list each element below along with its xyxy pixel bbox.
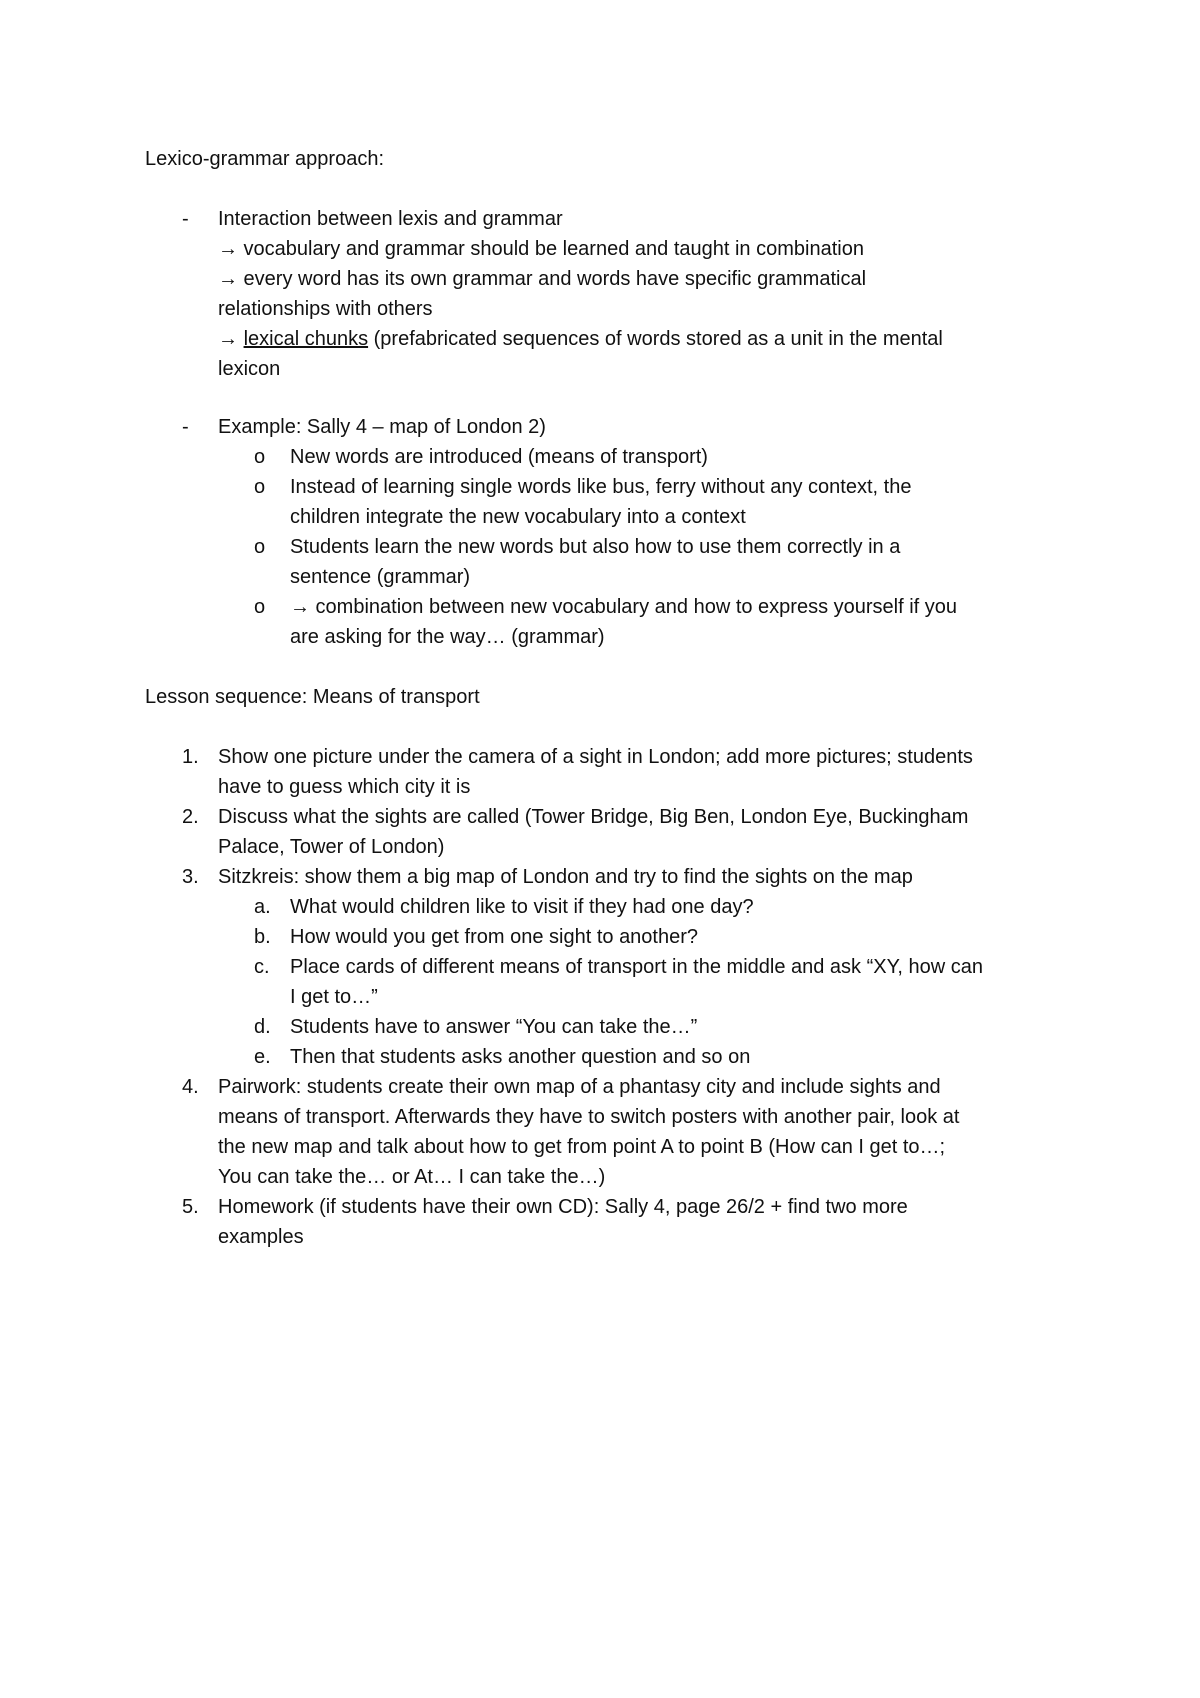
numbered-line xyxy=(0,1132,1200,1162)
numbered-item xyxy=(0,1072,1200,1102)
sub-bullet-text: → combination between new vocabulary and how to express yourself if you xyxy=(290,596,958,618)
bullet-text: Interaction between lexis and grammar xyxy=(218,208,563,230)
bullet-line xyxy=(0,354,1200,384)
numbered-text: Palace, Tower of London) xyxy=(218,836,445,858)
lettered-item xyxy=(0,892,1200,922)
sub-bullet-text: New words are introduced (means of transport) xyxy=(290,446,708,468)
sub-bullet-line xyxy=(0,562,1200,592)
section-heading-lexico-grammar: Lexico-grammar approach: xyxy=(145,148,384,170)
number-marker: 4. xyxy=(182,1076,199,1098)
number-marker: 5. xyxy=(182,1196,199,1218)
lettered-item xyxy=(0,1042,1200,1072)
numbered-line xyxy=(0,1102,1200,1132)
lettered-text: Place cards of different means of transport in the middle and ask “XY, how can xyxy=(290,956,983,978)
dash-marker: - xyxy=(182,208,189,230)
section-heading-lesson-sequence: Lesson sequence: Means of transport xyxy=(145,686,480,708)
lettered-item xyxy=(0,952,1200,982)
bullet-line xyxy=(0,264,1200,294)
sub-bullet-line xyxy=(0,502,1200,532)
underlined-term: lexical chunks xyxy=(243,328,369,350)
sub-bullet-text: Students learn the new words but also how to use them correctly in a xyxy=(290,536,901,558)
sub-bullet-item xyxy=(0,472,1200,502)
numbered-line xyxy=(0,1162,1200,1192)
numbered-line xyxy=(0,832,1200,862)
sub-bullet-text: are asking for the way… (grammar) xyxy=(290,626,605,648)
sub-bullet-text: children integrate the new vocabulary into a context xyxy=(290,506,746,528)
lettered-text: I get to…” xyxy=(290,986,378,1008)
number-marker: 1. xyxy=(182,746,199,768)
bullet-text-lexical-chunks xyxy=(218,324,943,354)
numbered-text: You can take the… or At… I can take the…) xyxy=(218,1166,606,1188)
letter-marker: a. xyxy=(254,896,271,918)
lettered-item xyxy=(0,922,1200,952)
numbered-item xyxy=(0,742,1200,772)
letter-marker: b. xyxy=(254,926,271,948)
lettered-text: Students have to answer “You can take the…” xyxy=(290,1016,698,1038)
numbered-text: the new map and talk about how to get from point A to point B (How can I get to…; xyxy=(218,1136,946,1158)
letter-marker: c. xyxy=(254,956,270,978)
bullet-text: Example: Sally 4 – map of London 2) xyxy=(218,416,546,438)
bullet-text: lexicon xyxy=(218,358,281,380)
numbered-text: examples xyxy=(218,1226,304,1248)
bullet-line xyxy=(0,324,1200,354)
sub-bullet-item xyxy=(0,442,1200,472)
sub-bullet-item xyxy=(0,592,1200,622)
lettered-text: Then that students asks another question and so on xyxy=(290,1046,751,1068)
number-marker: 3. xyxy=(182,866,199,888)
numbered-text: Show one picture under the camera of a sight in London; add more pictures; students xyxy=(218,746,973,768)
numbered-line xyxy=(0,772,1200,802)
numbered-line xyxy=(0,1222,1200,1252)
numbered-text: Pairwork: students create their own map of a phantasy city and include sights and xyxy=(218,1076,941,1098)
numbered-text: Sitzkreis: show them a big map of London and try to find the sights on the map xyxy=(218,866,913,888)
sub-bullet-line xyxy=(0,622,1200,652)
lettered-line xyxy=(0,982,1200,1012)
dash-marker: - xyxy=(182,416,189,438)
circle-marker: o xyxy=(254,446,266,468)
numbered-text: have to guess which city it is xyxy=(218,776,471,798)
bullet-item xyxy=(0,204,1200,234)
arrow-glyph: → xyxy=(218,328,244,350)
letter-marker: e. xyxy=(254,1046,271,1068)
bullet-text: (prefabricated sequences of words stored as a unit in the mental xyxy=(368,328,943,350)
numbered-text: Homework (if students have their own CD): Sally 4, page 26/2 + find two more xyxy=(218,1196,908,1218)
sub-bullet-item xyxy=(0,532,1200,562)
bullet-text: → vocabulary and grammar should be learned and taught in combination xyxy=(218,238,864,260)
circle-marker: o xyxy=(254,476,266,498)
bullet-text: relationships with others xyxy=(218,298,433,320)
sub-bullet-text: Instead of learning single words like bus, ferry without any context, the xyxy=(290,476,912,498)
lettered-text: What would children like to visit if they had one day? xyxy=(290,896,754,918)
number-marker: 2. xyxy=(182,806,199,828)
lettered-text: How would you get from one sight to another? xyxy=(290,926,699,948)
bullet-line xyxy=(0,234,1200,264)
bullet-line xyxy=(0,294,1200,324)
letter-marker: d. xyxy=(254,1016,271,1038)
numbered-item xyxy=(0,802,1200,832)
bullet-item xyxy=(0,412,1200,442)
numbered-item xyxy=(0,1192,1200,1222)
numbered-text: Discuss what the sights are called (Tower Bridge, Big Ben, London Eye, Buckingham xyxy=(218,806,969,828)
circle-marker: o xyxy=(254,536,266,558)
lettered-item xyxy=(0,1012,1200,1042)
numbered-text: means of transport. Afterwards they have to switch posters with another pair, look at xyxy=(218,1106,960,1128)
numbered-item xyxy=(0,862,1200,892)
bullet-text: → every word has its own grammar and words have specific grammatical xyxy=(218,268,867,290)
circle-marker: o xyxy=(254,596,266,618)
sub-bullet-text: sentence (grammar) xyxy=(290,566,471,588)
